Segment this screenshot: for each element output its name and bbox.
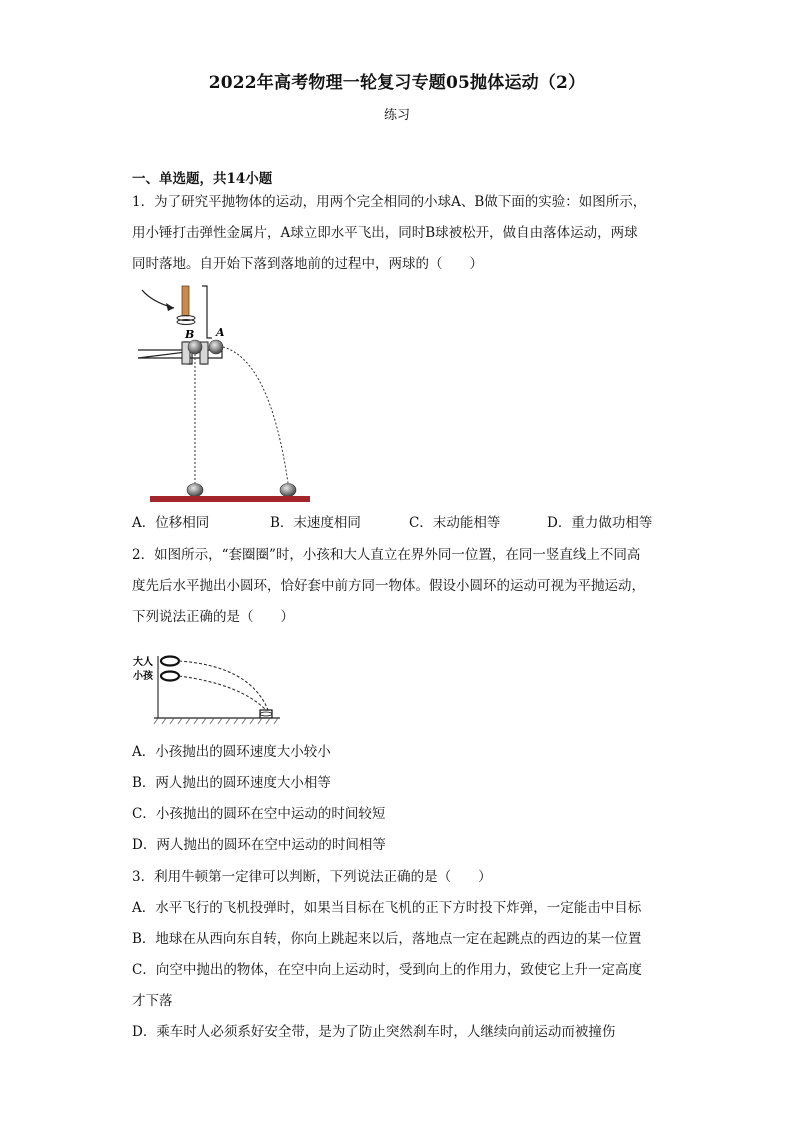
question-1-line-3: 同时落地。自开始下落到落地前的过程中，两球的（ ） [132,256,483,272]
question-3-option-c-cont: 才下落 [132,993,173,1009]
question-2-option-b: B．两人抛出的圆环速度大小相等 [132,775,331,791]
question-2-option-a: A．小孩抛出的圆环速度大小较小 [132,744,331,760]
child-ring [161,672,179,681]
question-1-option-a: A．位移相同 [132,515,210,531]
question-2-option-c: C．小孩抛出的圆环在空中运动的时间较短 [132,806,386,822]
question-1-figure [130,280,320,510]
question-1-line-1: 1．为了研究平抛物体的运动，用两个完全相同的小球A、B做下面的实验：如图所示， [132,194,647,210]
question-2-figure [130,648,285,728]
question-1-line-2: 用小锤打击弹性金属片，A球立即水平飞出，同时B球被松开，做自由落体运动，两球 [132,225,638,241]
adult-ring [161,657,179,666]
document-title: 2022年高考物理一轮复习专题05抛体运动（2） [208,73,586,93]
question-1-option-b: B．末速度相同 [270,515,361,531]
child-label: 小孩 [133,671,153,682]
question-3-option-b: B．地球在从西向东自转，你向上跳起来以后，落地点一定在起跳点的西边的某一位置 [132,931,642,947]
question-3-option-c: C．向空中抛出的物体，在空中向上运动时，受到向上的作用力，致使它上升一定高度 [132,962,642,978]
question-1-option-d: D．重力做功相等 [547,515,653,531]
question-2-option-d: D．两人抛出的圆环在空中运动的时间相等 [132,837,386,853]
question-2-line-1: 2．如图所示，“套圈圈”时，小孩和大人直立在界外同一位置，在同一竖直线上不同高 [132,547,641,563]
document-subtitle: 练习 [383,108,410,123]
question-3-option-a: A．水平飞行的飞机投弹时，如果当目标在飞机的正下方时投下炸弹，一定能击中目标 [132,900,642,916]
adult-label: 大人 [133,657,153,668]
question-2-line-2: 度先后水平抛出小圆环，恰好套中前方同一物体。假设小圆环的运动可视为平抛运动， [132,578,645,594]
question-3-line-1: 3．利用牛顿第一定律可以判断，下列说法正确的是（ ） [132,869,492,885]
question-1-option-c: C．末动能相等 [409,515,501,531]
ball-b-label: B [185,328,195,341]
target-object [260,710,272,718]
ball-b [188,340,202,354]
question-2-line-3: 下列说法正确的是（ ） [132,609,294,625]
ball-a [209,340,223,354]
ball-a-label: A [216,326,225,339]
question-3-option-d: D．乘车时人必须系好安全带，是为了防止突然刹车时，人继续向前运动而被撞伤 [132,1024,616,1040]
section-heading: 一、单选题，共14小题 [132,171,273,187]
